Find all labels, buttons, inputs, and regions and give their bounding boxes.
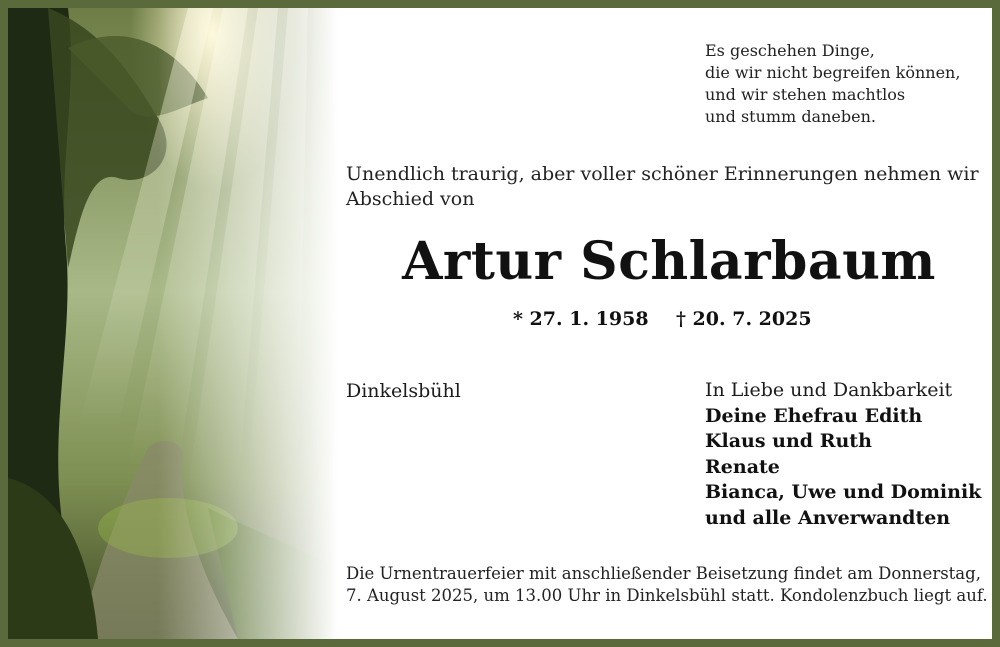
intro-line: Abschied von bbox=[346, 188, 475, 210]
ceremony-notice bbox=[346, 563, 996, 607]
intro-text bbox=[346, 162, 986, 212]
poem-line: und stumm daneben. bbox=[705, 107, 876, 126]
poem-line: die wir nicht begreifen können, bbox=[705, 63, 961, 82]
mourner-name: und alle Anverwandten bbox=[705, 506, 951, 529]
ceremony-line: Die Urnentrauerfeier mit anschließender Beisetzung findet am Donnerstag, bbox=[346, 564, 981, 583]
mourners-block bbox=[705, 378, 981, 531]
deceased-name: Artur Schlarbaum bbox=[402, 231, 936, 292]
ceremony-line: 7. August 2025, um 13.00 Uhr in Dinkelsbühl statt. Kondolenzbuch liegt auf. bbox=[346, 586, 988, 605]
birth-date: * 27. 1. 1958 bbox=[513, 308, 649, 330]
mourner-name: Klaus und Ruth bbox=[705, 430, 872, 452]
intro-line: Unendlich traurig, aber voller schöner Erinnerungen nehmen wir bbox=[346, 163, 979, 185]
mourners-lead: In Liebe und Dankbarkeit bbox=[705, 379, 953, 401]
death-date: † 20. 7. 2025 bbox=[676, 308, 812, 330]
mourner-name: Deine Ehefrau Edith bbox=[705, 404, 923, 427]
poem-line: und wir stehen machtlos bbox=[705, 85, 906, 104]
mourner-name: Renate bbox=[705, 455, 780, 478]
image-fade-overlay bbox=[158, 8, 338, 639]
poem-line: Es geschehen Dinge, bbox=[705, 41, 875, 60]
mourner-name: Bianca, Uwe und Dominik bbox=[705, 481, 982, 503]
poem bbox=[705, 40, 960, 128]
place: Dinkelsbühl bbox=[346, 380, 461, 402]
